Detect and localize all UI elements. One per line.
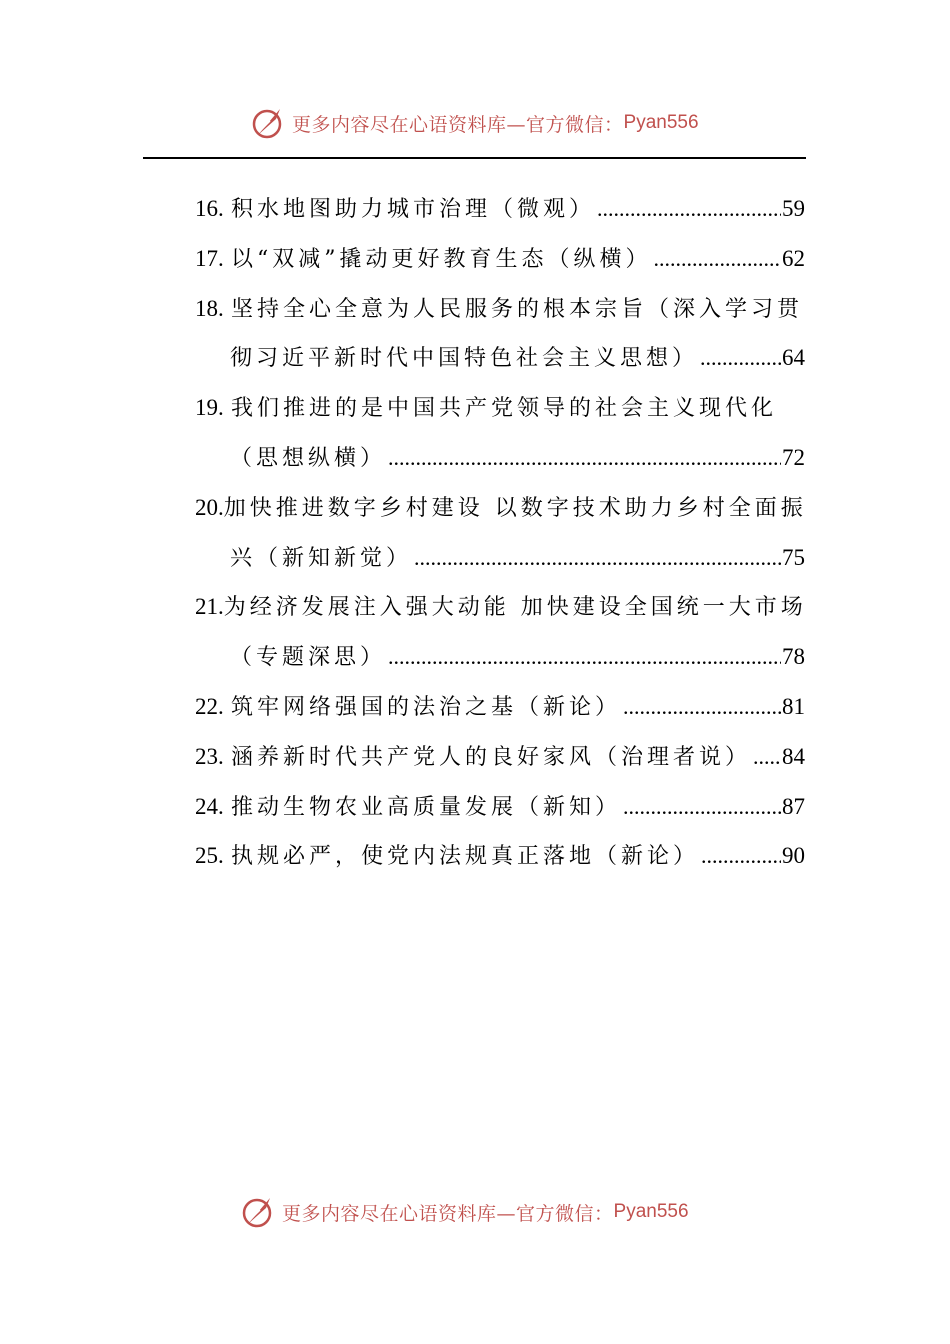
toc-page-number: 87 <box>782 794 805 819</box>
toc-entry-title: 彻习近平新时代中国特色社会主义思想） <box>230 346 699 371</box>
toc-leader-dots <box>654 241 782 277</box>
watermark-text: 更多内容尽在心语资料库—官方微信： <box>292 113 624 136</box>
toc-entry-number: 21. <box>195 594 224 619</box>
toc-leader-dots <box>623 789 781 825</box>
toc-entry-line[interactable] <box>195 490 805 526</box>
toc-entry-line[interactable] <box>195 689 805 725</box>
toc-page-number: 59 <box>782 196 805 221</box>
toc-entry-title: 执规必严，使党内法规真正落地（新论） <box>231 844 700 869</box>
toc-entry-number: 22. <box>195 694 224 719</box>
watermark-wechat: Pyan556 <box>623 112 699 133</box>
toc-entry-line[interactable] <box>195 739 805 775</box>
toc-page-number: 64 <box>782 345 805 370</box>
toc-page-number: 62 <box>782 246 805 271</box>
toc-entry-line[interactable] <box>230 639 805 675</box>
toc-entry-title: 加快推进数字乡村建设 以数字技术助力乡村全面振 <box>223 496 807 521</box>
toc-entry-number: 16. <box>195 196 224 221</box>
toc-entry-number: 23. <box>195 744 224 769</box>
toc-leader-dots <box>597 191 781 227</box>
toc-entry-number: 18. <box>195 296 224 321</box>
toc-page-number: 78 <box>782 644 805 669</box>
header-watermark <box>250 103 699 143</box>
toc-entry-number: 24. <box>195 794 224 819</box>
footer-watermark <box>240 1192 689 1232</box>
toc-entry-line[interactable] <box>195 241 805 277</box>
toc-page-number: 90 <box>782 843 805 868</box>
toc-entry-line[interactable] <box>195 390 805 426</box>
toc-entry-line[interactable] <box>230 340 805 376</box>
toc-leader-dots <box>388 639 781 675</box>
toc-entry-line[interactable] <box>195 838 805 874</box>
quill-logo-icon <box>250 105 286 141</box>
toc-entry-title: 以“双减”撬动更好教育生态（纵横） <box>231 247 652 272</box>
toc-leader-dots <box>388 440 781 476</box>
toc-leader-dots <box>623 689 781 725</box>
toc-page-number: 81 <box>782 694 805 719</box>
toc-leader-dots <box>700 340 781 376</box>
toc-entry-title: 为经济发展注入强大动能 加快建设全国统一大市场 <box>223 595 807 620</box>
toc-entry-title: 推动生物农业高质量发展（新知） <box>231 795 622 820</box>
toc-page-number: 75 <box>782 545 805 570</box>
toc-entry-title: 坚持全心全意为人民服务的根本宗旨（深入学习贯 <box>231 297 804 322</box>
toc-entry-line[interactable] <box>230 540 805 576</box>
header-rule <box>143 157 806 159</box>
toc-entry-line[interactable] <box>195 291 805 327</box>
toc-entry-title: （思想纵横） <box>230 446 387 471</box>
toc-entry-line[interactable] <box>195 589 805 625</box>
watermark-wechat: Pyan556 <box>613 1201 689 1222</box>
toc-leader-dots <box>414 540 781 576</box>
toc-page-number: 72 <box>782 445 805 470</box>
quill-logo-icon <box>240 1194 276 1230</box>
toc-entry-line[interactable] <box>230 440 805 476</box>
toc-entry-title: （专题深思） <box>230 645 387 670</box>
toc-leader-dots <box>701 838 781 874</box>
toc-entry-number: 17. <box>195 246 224 271</box>
toc-entry-title: 我们推进的是中国共产党领导的社会主义现代化 <box>231 396 778 421</box>
toc-entry-title: 积水地图助力城市治理（微观） <box>231 197 596 222</box>
toc-entry-number: 25. <box>195 843 224 868</box>
toc-leader-dots <box>753 739 781 775</box>
toc-entry-number: 19. <box>195 395 224 420</box>
toc-entry-line[interactable] <box>195 191 805 227</box>
watermark-text: 更多内容尽在心语资料库—官方微信： <box>282 1202 614 1225</box>
toc-entry-number: 20. <box>195 495 224 520</box>
toc-entry-title: 筑牢网络强国的法治之基（新论） <box>231 695 622 720</box>
toc-entry-title: 涵养新时代共产党人的良好家风（治理者说） <box>231 745 752 770</box>
toc-entry-line[interactable] <box>195 789 805 825</box>
toc-page-number: 84 <box>782 744 805 769</box>
toc-entry-title: 兴（新知新觉） <box>230 546 413 571</box>
